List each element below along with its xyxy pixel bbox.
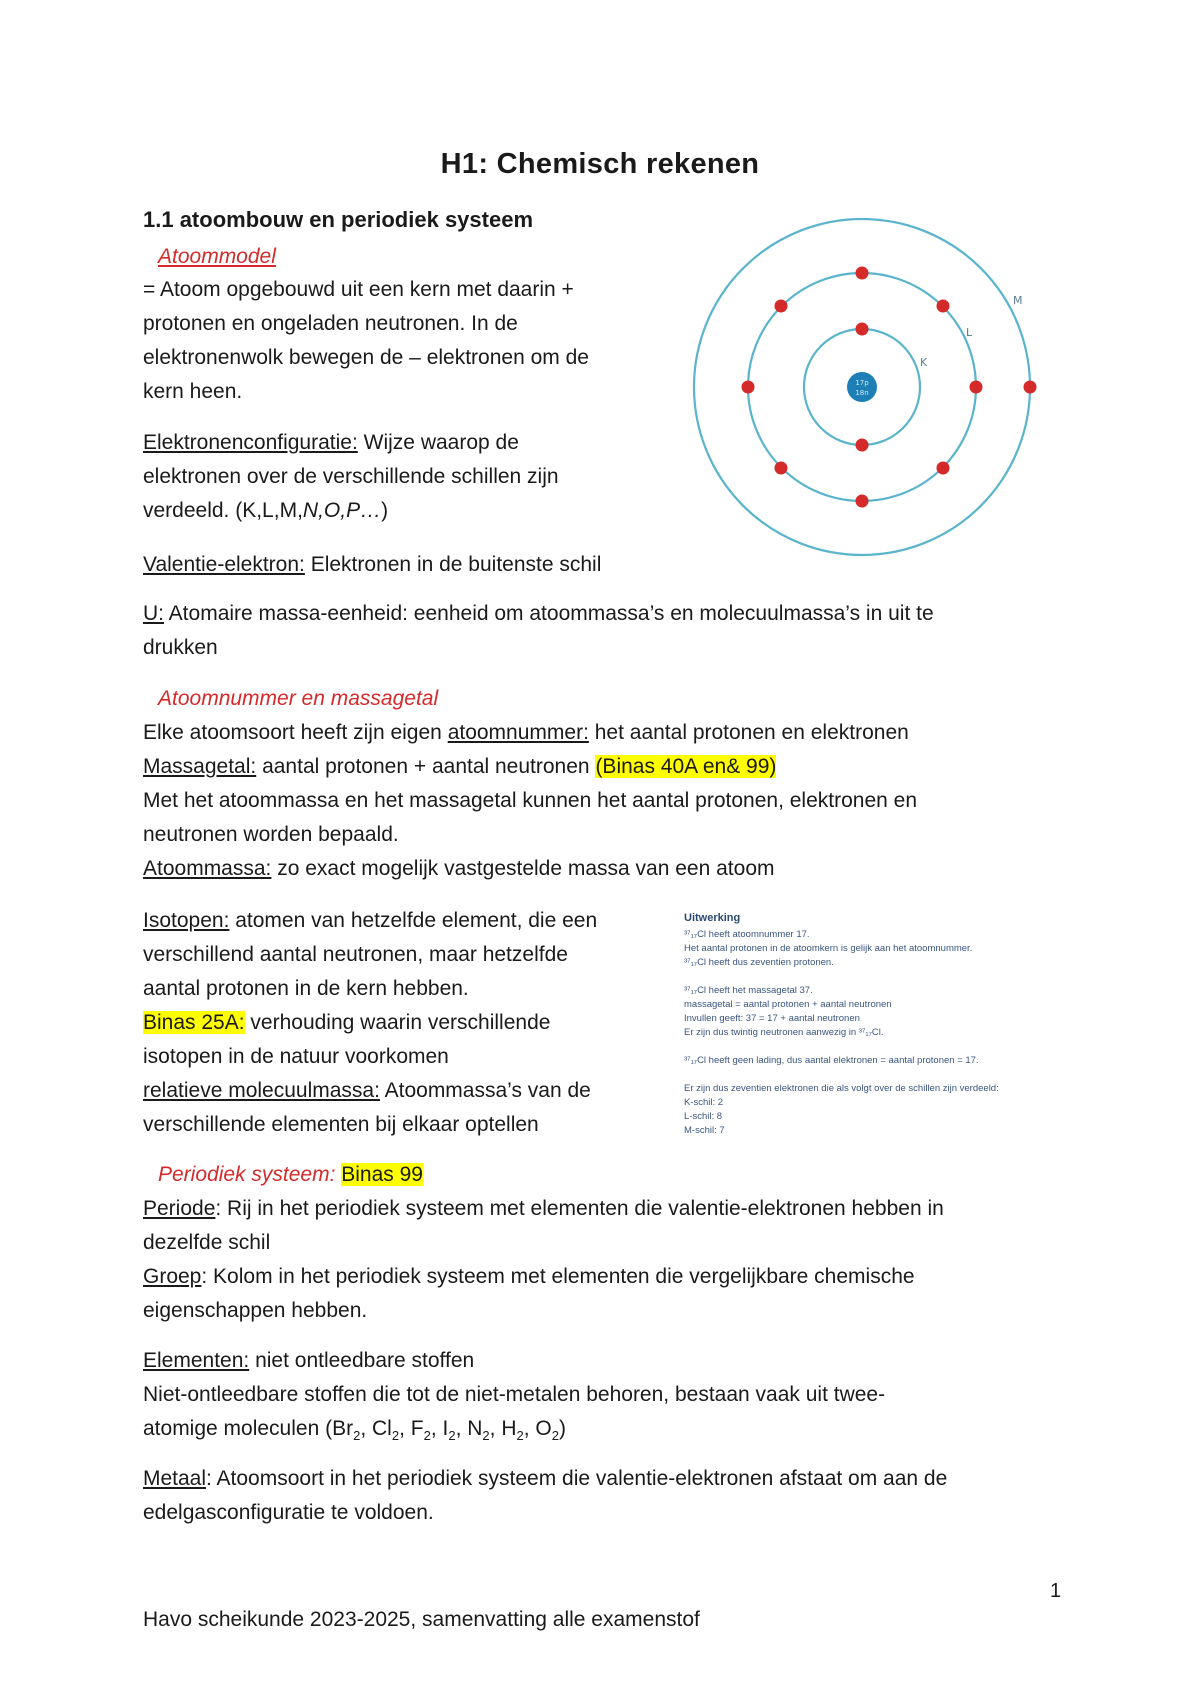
molecule-subscript: 2	[448, 1428, 456, 1444]
molecule-br: $Br_2$	[332, 1417, 361, 1444]
uitwerking-line: massagetal = aantal protonen + aantal neutronen	[684, 999, 892, 1010]
shells-text-a: verdeeld. (K,L,M,	[143, 499, 303, 522]
isotopen-line-1	[143, 904, 597, 938]
molecule-subscript: 2	[482, 1428, 490, 1444]
binas-25a-text: verhouding waarin verschillende	[244, 1011, 551, 1034]
nucleus-label-top: 17p	[855, 379, 869, 387]
metaal-term: Metaal	[143, 1467, 207, 1490]
valentie-term: Valentie-elektron:	[143, 553, 305, 576]
molecule-separator: ,	[455, 1417, 468, 1440]
u-term: U:	[143, 602, 164, 625]
molecule-separator: ,	[489, 1417, 502, 1440]
atoomnummer-term: atoomnummer:	[447, 721, 589, 744]
valentie-text: Elektronen in de buitenste schil	[304, 553, 602, 576]
metaal-line-1	[143, 1462, 947, 1496]
molecule-separator: ,	[523, 1417, 536, 1440]
elementen-line-2: Niet-ontleedbare stoffen die tot de niet-metalen behoren, bestaan vaak uit twee-	[143, 1383, 886, 1406]
atoommassa-text: zo exact mogelijk vastgestelde massa van een atoom	[271, 857, 775, 880]
uitwerking-line: ³⁷₁₇Cl heeft dus zeventien protonen.	[684, 957, 834, 968]
molecule-f: $F_2$	[410, 1417, 431, 1444]
isotopen-term: Isotopen:	[143, 909, 230, 932]
shell-label-m: M	[1013, 294, 1023, 307]
electron-l-lower-right	[937, 462, 950, 475]
electron-l-bottom	[856, 495, 869, 508]
molecule-subscript: 2	[353, 1428, 361, 1444]
nucleus-label-bottom: 18n	[855, 389, 869, 397]
elementen-line-1	[143, 1344, 474, 1378]
electron-l-top	[856, 267, 869, 280]
shell-label-k: K	[920, 356, 928, 369]
molecule-o: $O_2$	[535, 1417, 559, 1444]
electron-k-top	[856, 323, 869, 336]
molecule-separator: ,	[399, 1417, 411, 1440]
shells-text-italic: N,O,P…	[302, 499, 382, 522]
massagetal-term: Massagetal:	[143, 755, 257, 778]
isotopen-line-2: verschillend aantal neutronen, maar hetzelfde	[143, 943, 568, 966]
molecule-subscript: 2	[423, 1428, 431, 1444]
binas-25a-line	[143, 1006, 550, 1040]
valentie-line	[143, 548, 601, 582]
binas-25a-highlight: Binas 25A:	[143, 1011, 245, 1034]
uitwerking-line: Er zijn dus zeventien elektronen die als volgt over de schillen zijn verdeeld:	[684, 1083, 999, 1094]
molecule-separator: ,	[430, 1417, 443, 1440]
atoommodel-heading: Atoommodel	[158, 245, 276, 268]
footer: Havo scheikunde 2023-2025, samenvatting alle examenstof	[143, 1608, 700, 1631]
rel-molecuulmassa-line	[143, 1074, 591, 1108]
elektronenconfiguratie-line-3	[143, 494, 388, 528]
page-title: H1: Chemisch rekenen	[440, 148, 760, 180]
electron-l-lower-left	[775, 462, 788, 475]
elementen-suffix: )	[558, 1417, 566, 1440]
atoomnummer-line-1	[143, 716, 909, 750]
atoomnummer-text-b: het aantal protonen en elektronen	[588, 721, 909, 744]
periodiek-highlight: Binas 99	[341, 1163, 423, 1186]
atoomnummer-text-a: Elke atoomsoort heeft zijn eigen	[143, 721, 448, 744]
rel-molecuulmassa-term: relatieve molecuulmassa:	[143, 1079, 380, 1102]
atoommodel-line-3: elektronenwolk bewegen de – elektronen om de	[143, 346, 589, 369]
electron-k-bottom	[856, 439, 869, 452]
uitwerking-excerpt	[684, 912, 1044, 1157]
molecule-list	[332, 1417, 559, 1444]
massagetal-line	[143, 750, 776, 784]
elementen-line-3	[143, 1412, 566, 1446]
uitwerking-line: ³⁷₁₇Cl heeft geen lading, dus aantal elektronen = aantal protonen = 17.	[684, 1055, 979, 1066]
atoommassa-line	[143, 852, 775, 886]
molecule-separator: ,	[360, 1417, 372, 1440]
atoomnummer-line-4: neutronen worden bepaald.	[143, 823, 399, 846]
groep-line-1	[143, 1260, 915, 1294]
atom-diagram	[688, 218, 1038, 568]
isotopen-line-7: verschillende elementen bij elkaar optellen	[143, 1113, 539, 1136]
isotopen-text: atomen van hetzelfde element, die een	[229, 909, 598, 932]
elektronenconfiguratie-line-2: elektronen over de verschillende schillen zijn	[143, 465, 559, 488]
uitwerking-line: Het aantal protonen in de atoomkern is gelijk aan het atoomnummer.	[684, 943, 973, 954]
massagetal-text: aantal protonen + aantal neutronen	[256, 755, 596, 778]
u-text: Atomaire massa-eenheid: eenheid om atoommassa’s en molecuulmassa’s in uit te	[164, 602, 934, 625]
metaal-line-2: edelgasconfiguratie te voldoen.	[143, 1501, 434, 1524]
page-number: 1	[1050, 1580, 1062, 1602]
uitwerking-line: ³⁷₁₇Cl heeft het massagetal 37.	[684, 985, 813, 996]
u-line-2: drukken	[143, 636, 218, 659]
uitwerking-line: Er zijn dus twintig neutronen aanwezig in ³⁷₁₇Cl.	[684, 1027, 884, 1038]
electron-l-upper-left	[775, 300, 788, 313]
shell-label-l: L	[966, 326, 973, 339]
shells-text-c: )	[381, 499, 389, 522]
atoomnummer-heading: Atoomnummer en massagetal	[158, 687, 439, 710]
atoommassa-term: Atoommassa:	[143, 857, 272, 880]
electron-l-upper-right	[937, 300, 950, 313]
atoommodel-line-4: kern heen.	[143, 380, 243, 403]
uitwerking-line: M-schil: 7	[684, 1125, 725, 1136]
periode-line-2: dezelfde schil	[143, 1231, 271, 1254]
uitwerking-title: Uitwerking	[684, 912, 741, 924]
uitwerking-line: K-schil: 2	[684, 1097, 724, 1108]
elektronenconfiguratie-term: Elektronenconfiguratie:	[143, 431, 358, 454]
molecule-subscript: 2	[391, 1428, 400, 1444]
groep-line-2: eigenschappen hebben.	[143, 1299, 368, 1322]
massagetal-highlight: (Binas 40A en& 99)	[595, 755, 777, 778]
atoommodel-line-1: = Atoom opgebouwd uit een kern met daarin +	[143, 278, 574, 301]
section-heading: 1.1 atoombouw en periodiek systeem	[143, 207, 534, 232]
molecule-subscript: 2	[516, 1428, 524, 1444]
u-line-1	[143, 597, 934, 631]
periodiek-heading: Periodiek systeem:	[158, 1163, 336, 1186]
periode-text: : Rij in het periodiek systeem met elementen die valentie-elektronen hebben in	[215, 1197, 944, 1220]
uitwerking-line: L-schil: 8	[684, 1111, 723, 1122]
uitwerking-gap	[684, 1068, 1044, 1082]
uitwerking-line: Invullen geeft: 37 = 17 + aantal neutronen	[684, 1013, 860, 1024]
molecule-n: $N_2$	[467, 1417, 490, 1444]
periodiek-heading-line	[158, 1158, 423, 1192]
elementen-prefix: atomige moleculen (	[143, 1417, 333, 1440]
electron-m-right	[1024, 381, 1037, 394]
elektronenconfiguratie-line-1	[143, 426, 519, 460]
uitwerking-gap	[684, 970, 1044, 984]
molecule-cl: $Cl_2$	[372, 1417, 400, 1444]
periode-term: Periode	[143, 1197, 216, 1220]
molecule-h: $H_2$	[501, 1417, 524, 1444]
metaal-text: : Atoomsoort in het periodiek systeem die valentie-elektronen afstaat om aan de	[206, 1467, 948, 1490]
elementen-text: niet ontleedbare stoffen	[249, 1349, 475, 1372]
groep-term: Groep	[143, 1265, 202, 1288]
atoomnummer-line-3: Met het atoommassa en het massagetal kunnen het aantal protonen, elektronen en	[143, 789, 918, 812]
elektronenconfiguratie-text: Wijze waarop de	[357, 431, 519, 454]
elementen-term: Elementen:	[143, 1349, 250, 1372]
uitwerking-line: ³⁷₁₇Cl heeft atoomnummer 17.	[684, 929, 810, 940]
isotopen-line-3: aantal protonen in de kern hebben.	[143, 977, 469, 1000]
nucleus	[847, 372, 877, 402]
rel-molecuulmassa-text: Atoommassa’s van de	[379, 1079, 591, 1102]
atoommodel-line-2: protonen en ongeladen neutronen. In de	[143, 312, 518, 335]
uitwerking-gap	[684, 1040, 1044, 1054]
electron-l-right	[970, 381, 983, 394]
groep-text: : Kolom in het periodiek systeem met elementen die vergelijkbare chemische	[201, 1265, 915, 1288]
molecule-subscript: 2	[551, 1428, 559, 1444]
molecule-i: $I_2$	[442, 1417, 456, 1444]
isotopen-line-5: isotopen in de natuur voorkomen	[143, 1045, 449, 1068]
electron-l-left	[742, 381, 755, 394]
periode-line-1	[143, 1192, 944, 1226]
